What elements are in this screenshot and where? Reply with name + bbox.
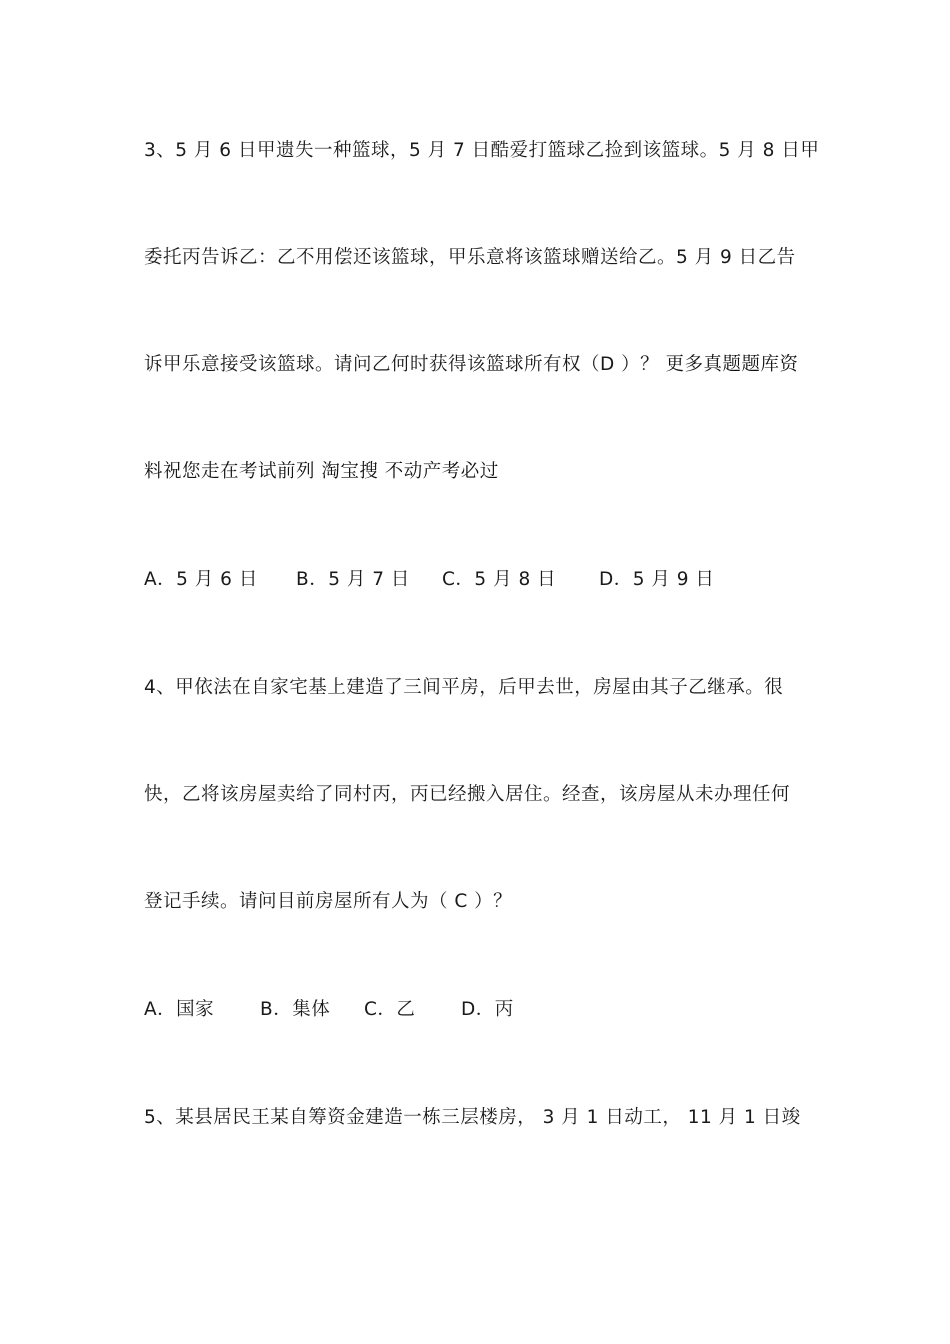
q3-line-4: 料祝您走在考试前列 淘宝搜 不动产考必过 [144,461,499,482]
q3-line-3-text: 诉甲乐意接受该篮球。请问乙何时获得该篮球所有权（D ）？ [144,354,660,375]
q4-line-3: 登记手续。请问目前房屋所有人为（ C ）？ [144,891,513,912]
q3-option-d: D．5 月 9 日 [599,569,715,590]
q4-option-d: D．丙 [461,999,514,1020]
q3-line-2: 委托丙告诉乙：乙不用偿还该篮球，甲乐意将该篮球赠送给乙。5 月 9 日乙告 [144,247,796,268]
q4-line-1: 4、甲依法在自家宅基上建造了三间平房，后甲去世，房屋由其子乙继承。很 [144,677,784,698]
q3-option-b: B．5 月 7 日 [296,569,410,590]
q4-option-c: C．乙 [364,999,416,1020]
q4-options [144,998,514,1022]
q3-line-1: 3、5 月 6 日甲遗失一种篮球，5 月 7 日酷爱打篮球乙捡到该篮球。5 月 8 日甲 [144,140,820,161]
q3-ad-text: 更多真题题库资 [665,354,799,375]
q4-line-2: 快，乙将该房屋卖给了同村丙，丙已经搬入居住。经查，该房屋从未办理任何 [144,784,791,805]
q3-line-3 [144,353,799,377]
q3-option-a: A．5 月 6 日 [144,569,258,590]
q5-line-1: 5、某县居民王某自筹资金建造一栋三层楼房， 3 月 1 日动工， 11 月 1 日竣 [144,1107,801,1128]
q4-option-b: B．集体 [260,999,331,1020]
q4-option-a: A．国家 [144,999,215,1020]
q3-options [144,568,714,592]
q3-option-c: C．5 月 8 日 [442,569,557,590]
